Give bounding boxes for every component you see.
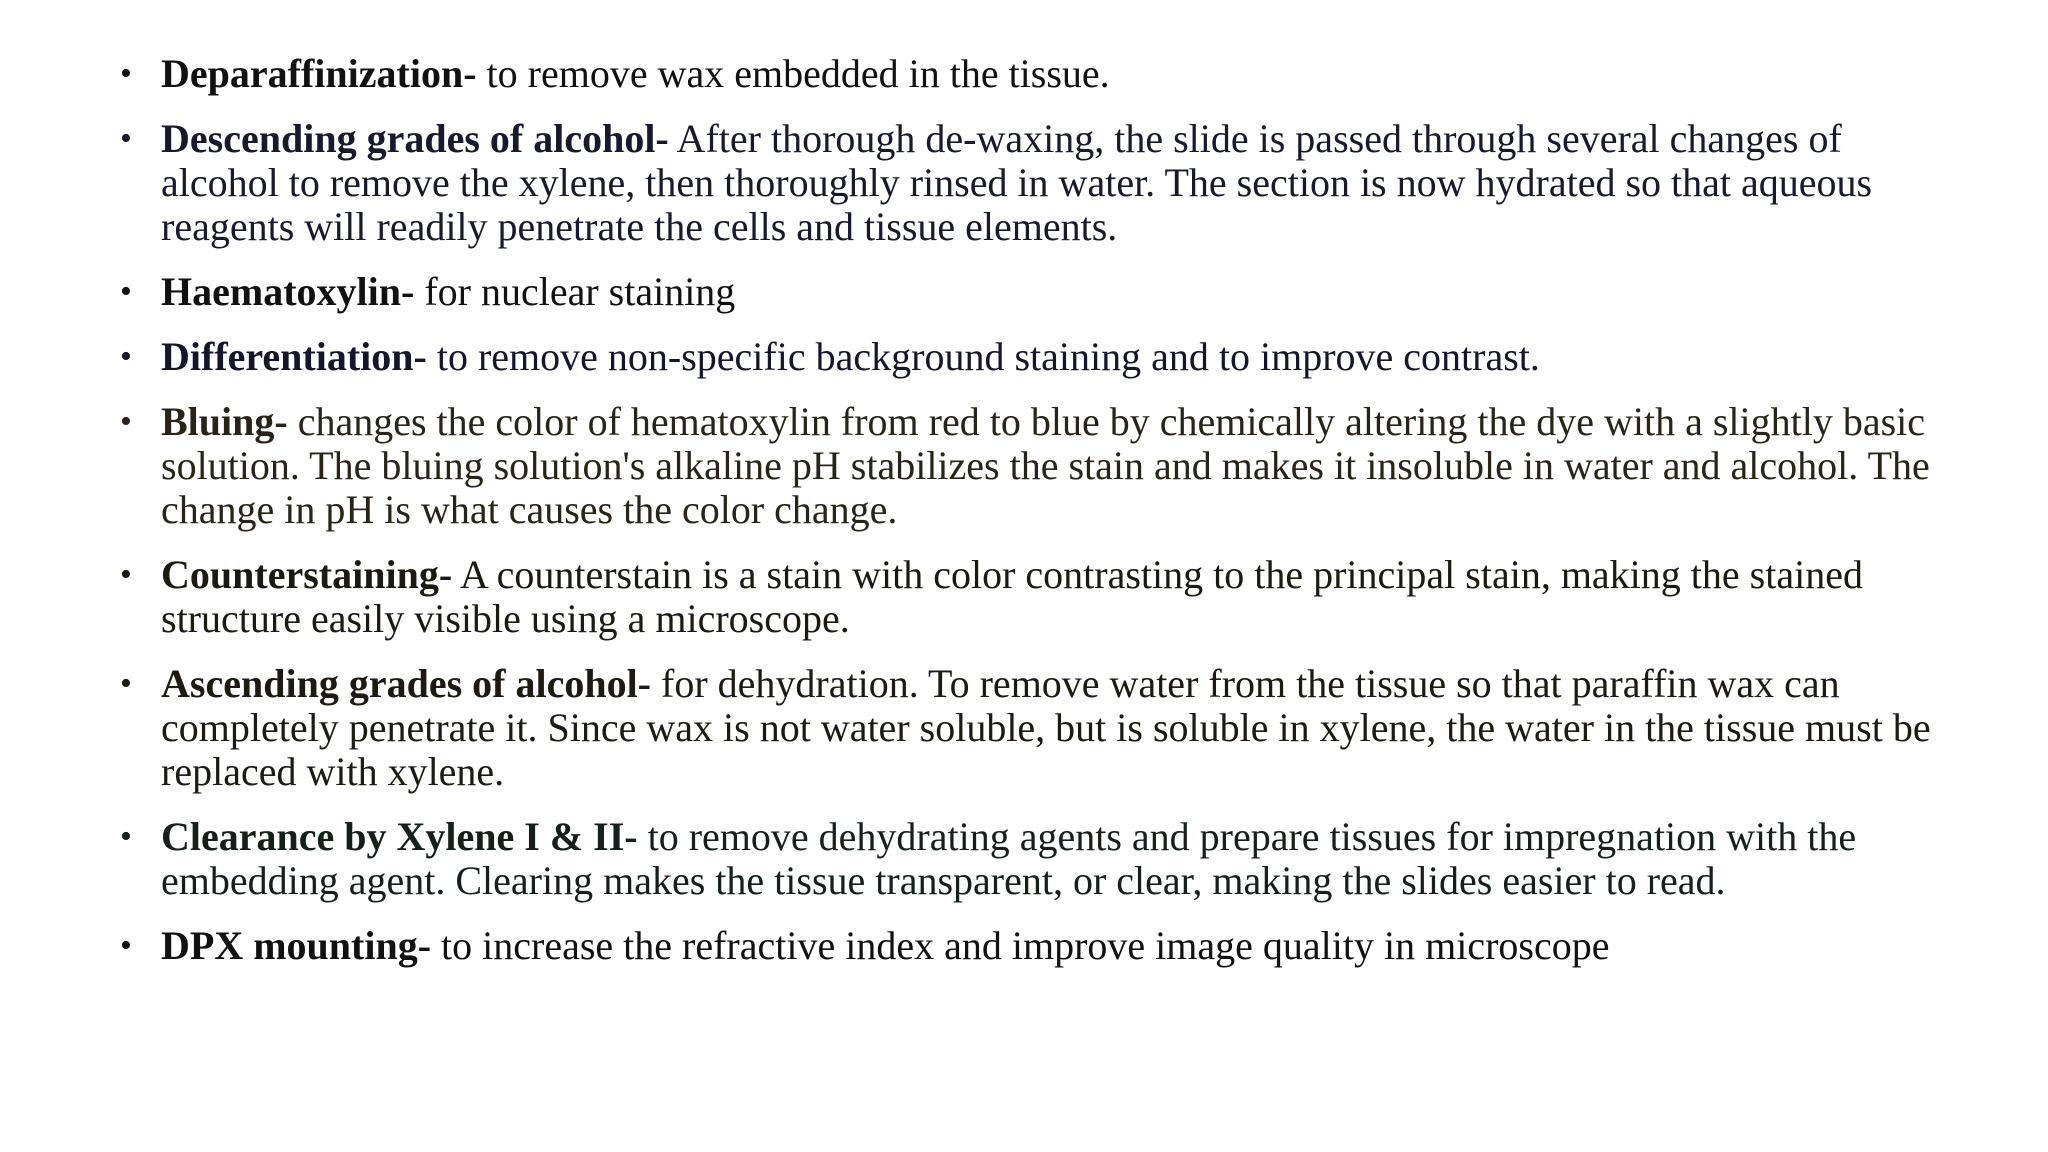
bullet-text: for nuclear staining [414, 269, 736, 314]
bullet-term: Differentiation- [161, 334, 427, 379]
list-item [120, 924, 1960, 968]
bullet-text: changes the color of hematoxylin from red to blue by chemically altering the dye with a slightly basic solution. The bluing solution's alkaline pH stabilizes the stain and makes it insoluble in water and alcohol. The change in pH is what causes the color change. [161, 399, 1930, 532]
bullet-text: to increase the refractive index and improve image quality in microscope [431, 923, 1610, 968]
list-item [120, 553, 1960, 641]
list-item [120, 335, 1960, 379]
bullet-icon: • [120, 927, 132, 964]
list-item [120, 662, 1960, 794]
bullet-term: Counterstaining- [161, 552, 453, 597]
list-item [120, 815, 1960, 903]
list-item [120, 52, 1960, 96]
bullet-term: Bluing- [161, 399, 288, 444]
bullet-icon: • [120, 665, 132, 702]
list-item [120, 270, 1960, 314]
bullet-term: Haematoxylin- [161, 269, 415, 314]
bullet-icon: • [120, 338, 132, 375]
bullet-text: After thorough de-waxing, the slide is passed through several changes of alcohol to remove the xylene, then thoroughly rinsed in water. The section is now hydrated so that aqueous reagents will readily penetrate the cells and tissue elements. [161, 116, 1873, 249]
bullet-term: Descending grades of alcohol- [161, 116, 669, 161]
bullet-text: A counterstain is a stain with color contrasting to the principal stain, making the stained structure easily visible using a microscope. [161, 552, 1863, 641]
bullet-icon: • [120, 120, 132, 157]
bullet-icon: • [120, 55, 132, 92]
bullet-term: Clearance by Xylene I & II- [161, 814, 638, 859]
bullet-term: DPX mounting- [161, 923, 432, 968]
bullet-icon: • [120, 818, 132, 855]
bullet-text: to remove non-specific background staining and to improve contrast. [426, 334, 1540, 379]
list-item [120, 400, 1960, 532]
bullet-icon: • [120, 556, 132, 593]
bullet-term: Ascending grades of alcohol- [161, 661, 651, 706]
bullet-text: to remove wax embedded in the tissue. [476, 51, 1110, 96]
bullet-term: Deparaffinization- [161, 51, 477, 96]
bullet-icon: • [120, 273, 132, 310]
list-item [120, 117, 1960, 249]
bullet-text: for dehydration. To remove water from the tissue so that paraffin wax can completely penetrate it. Since wax is not water soluble, but is soluble in xylene, the water in the tissue must be replaced with xylene. [161, 661, 1931, 794]
bullet-list [120, 52, 1960, 989]
bullet-icon: • [120, 403, 132, 440]
bullet-text: to remove dehydrating agents and prepare tissues for impregnation with the embedding agent. Clearing makes the tissue transparent, or clear, making the slides easier to read. [161, 814, 1857, 903]
